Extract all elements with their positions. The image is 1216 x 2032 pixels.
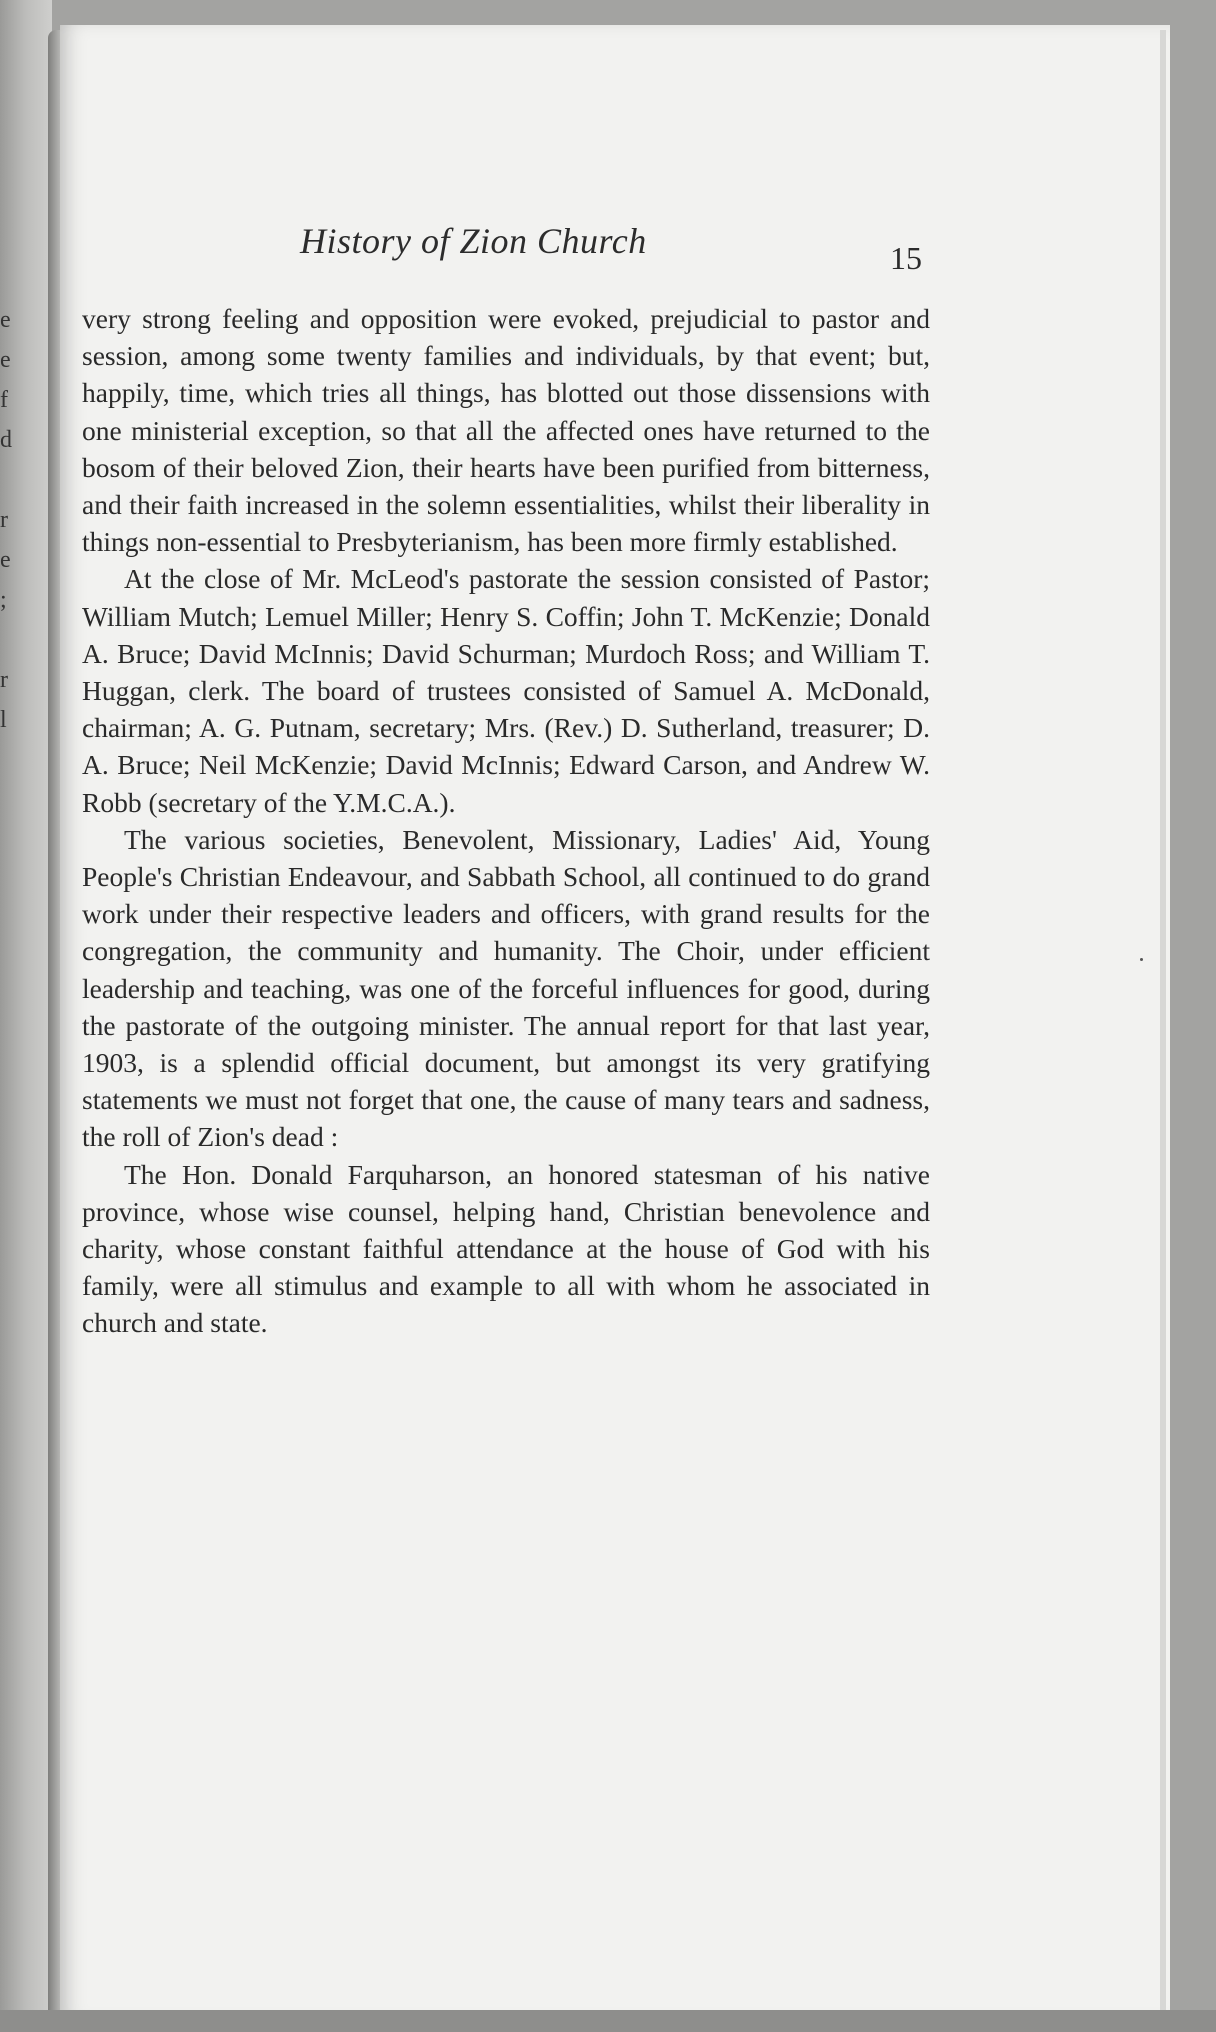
previous-page-text-fragments [0, 300, 16, 740]
fragment: e [0, 547, 11, 573]
body-text [82, 300, 930, 1342]
fragment: ; [0, 587, 7, 613]
fragment: r [0, 507, 8, 533]
fragment: e [0, 307, 11, 333]
fragment: d [0, 427, 12, 453]
fragment: r [0, 667, 8, 693]
paragraph-continuation: very strong feeling and opposition were evoked, prejudicial to pastor and session, among some twenty families and individuals, by that event; but, happily, time, which tries all things, has blotted out those dissensions with one ministerial exception, so that all the affected ones have returned to the bosom of their beloved Zion, their hearts have been purified from bitterness, and their faith increased in the solemn essentialities, whilst their liberality in things non-essential to Presbyterianism, has been more firmly established. [82, 303, 930, 558]
paragraph-session-trustees: At the close of Mr. McLeod's pastorate the session consisted of Pastor; William Mutch; Lemuel Miller; Henry S. Coffin; John T. McKenzie; Donald A. Bruce; David McInnis; David Schurman; Murdoch Ross; and William T. Huggan, clerk. The board of trustees consisted of Samuel A. McDonald, chairman; A. G. Putnam, secretary; Mrs. (Rev.) D. Sutherland, treasurer; D. A. Bruce; Neil McKenzie; David McInnis; Edward Carson, and Andrew W. Robb (secretary of the Y.M.C.A.). [82, 563, 930, 818]
scan-bottom-band [0, 2010, 1216, 2032]
fragment: e [0, 347, 11, 373]
fragment: f [0, 387, 8, 413]
page-number: 15 [890, 240, 922, 276]
page-right-edge [1160, 30, 1166, 2020]
paragraph-societies: The various societies, Benevolent, Missionary, Ladies' Aid, Young People's Christian Endeavour, and Sabbath School, all continued to do grand work under their respective leaders and officers, with grand results for the congregation, the community and humanity. The Choir, under efficient leadership and teaching, was one of the forceful influences for good, during the pastorate of the outgoing minister. The annual report for that last year, 1903, is a splendid official document, but amongst its very gratifying statements we must not forget that one, the cause of many tears and sadness, the roll of Zion's dead : [82, 823, 930, 1153]
paper-speck [1140, 958, 1143, 961]
running-head: History of Zion Church [300, 221, 647, 261]
paragraph-farquharson: The Hon. Donald Farquharson, an honored statesman of his native province, whose wise counsel, helping hand, Christian benevolence and charity, whose constant faithful attendance at the house of God with his family, were all stimulus and example to all with whom he associated in church and state. [82, 1158, 930, 1339]
fragment: l [0, 707, 7, 733]
